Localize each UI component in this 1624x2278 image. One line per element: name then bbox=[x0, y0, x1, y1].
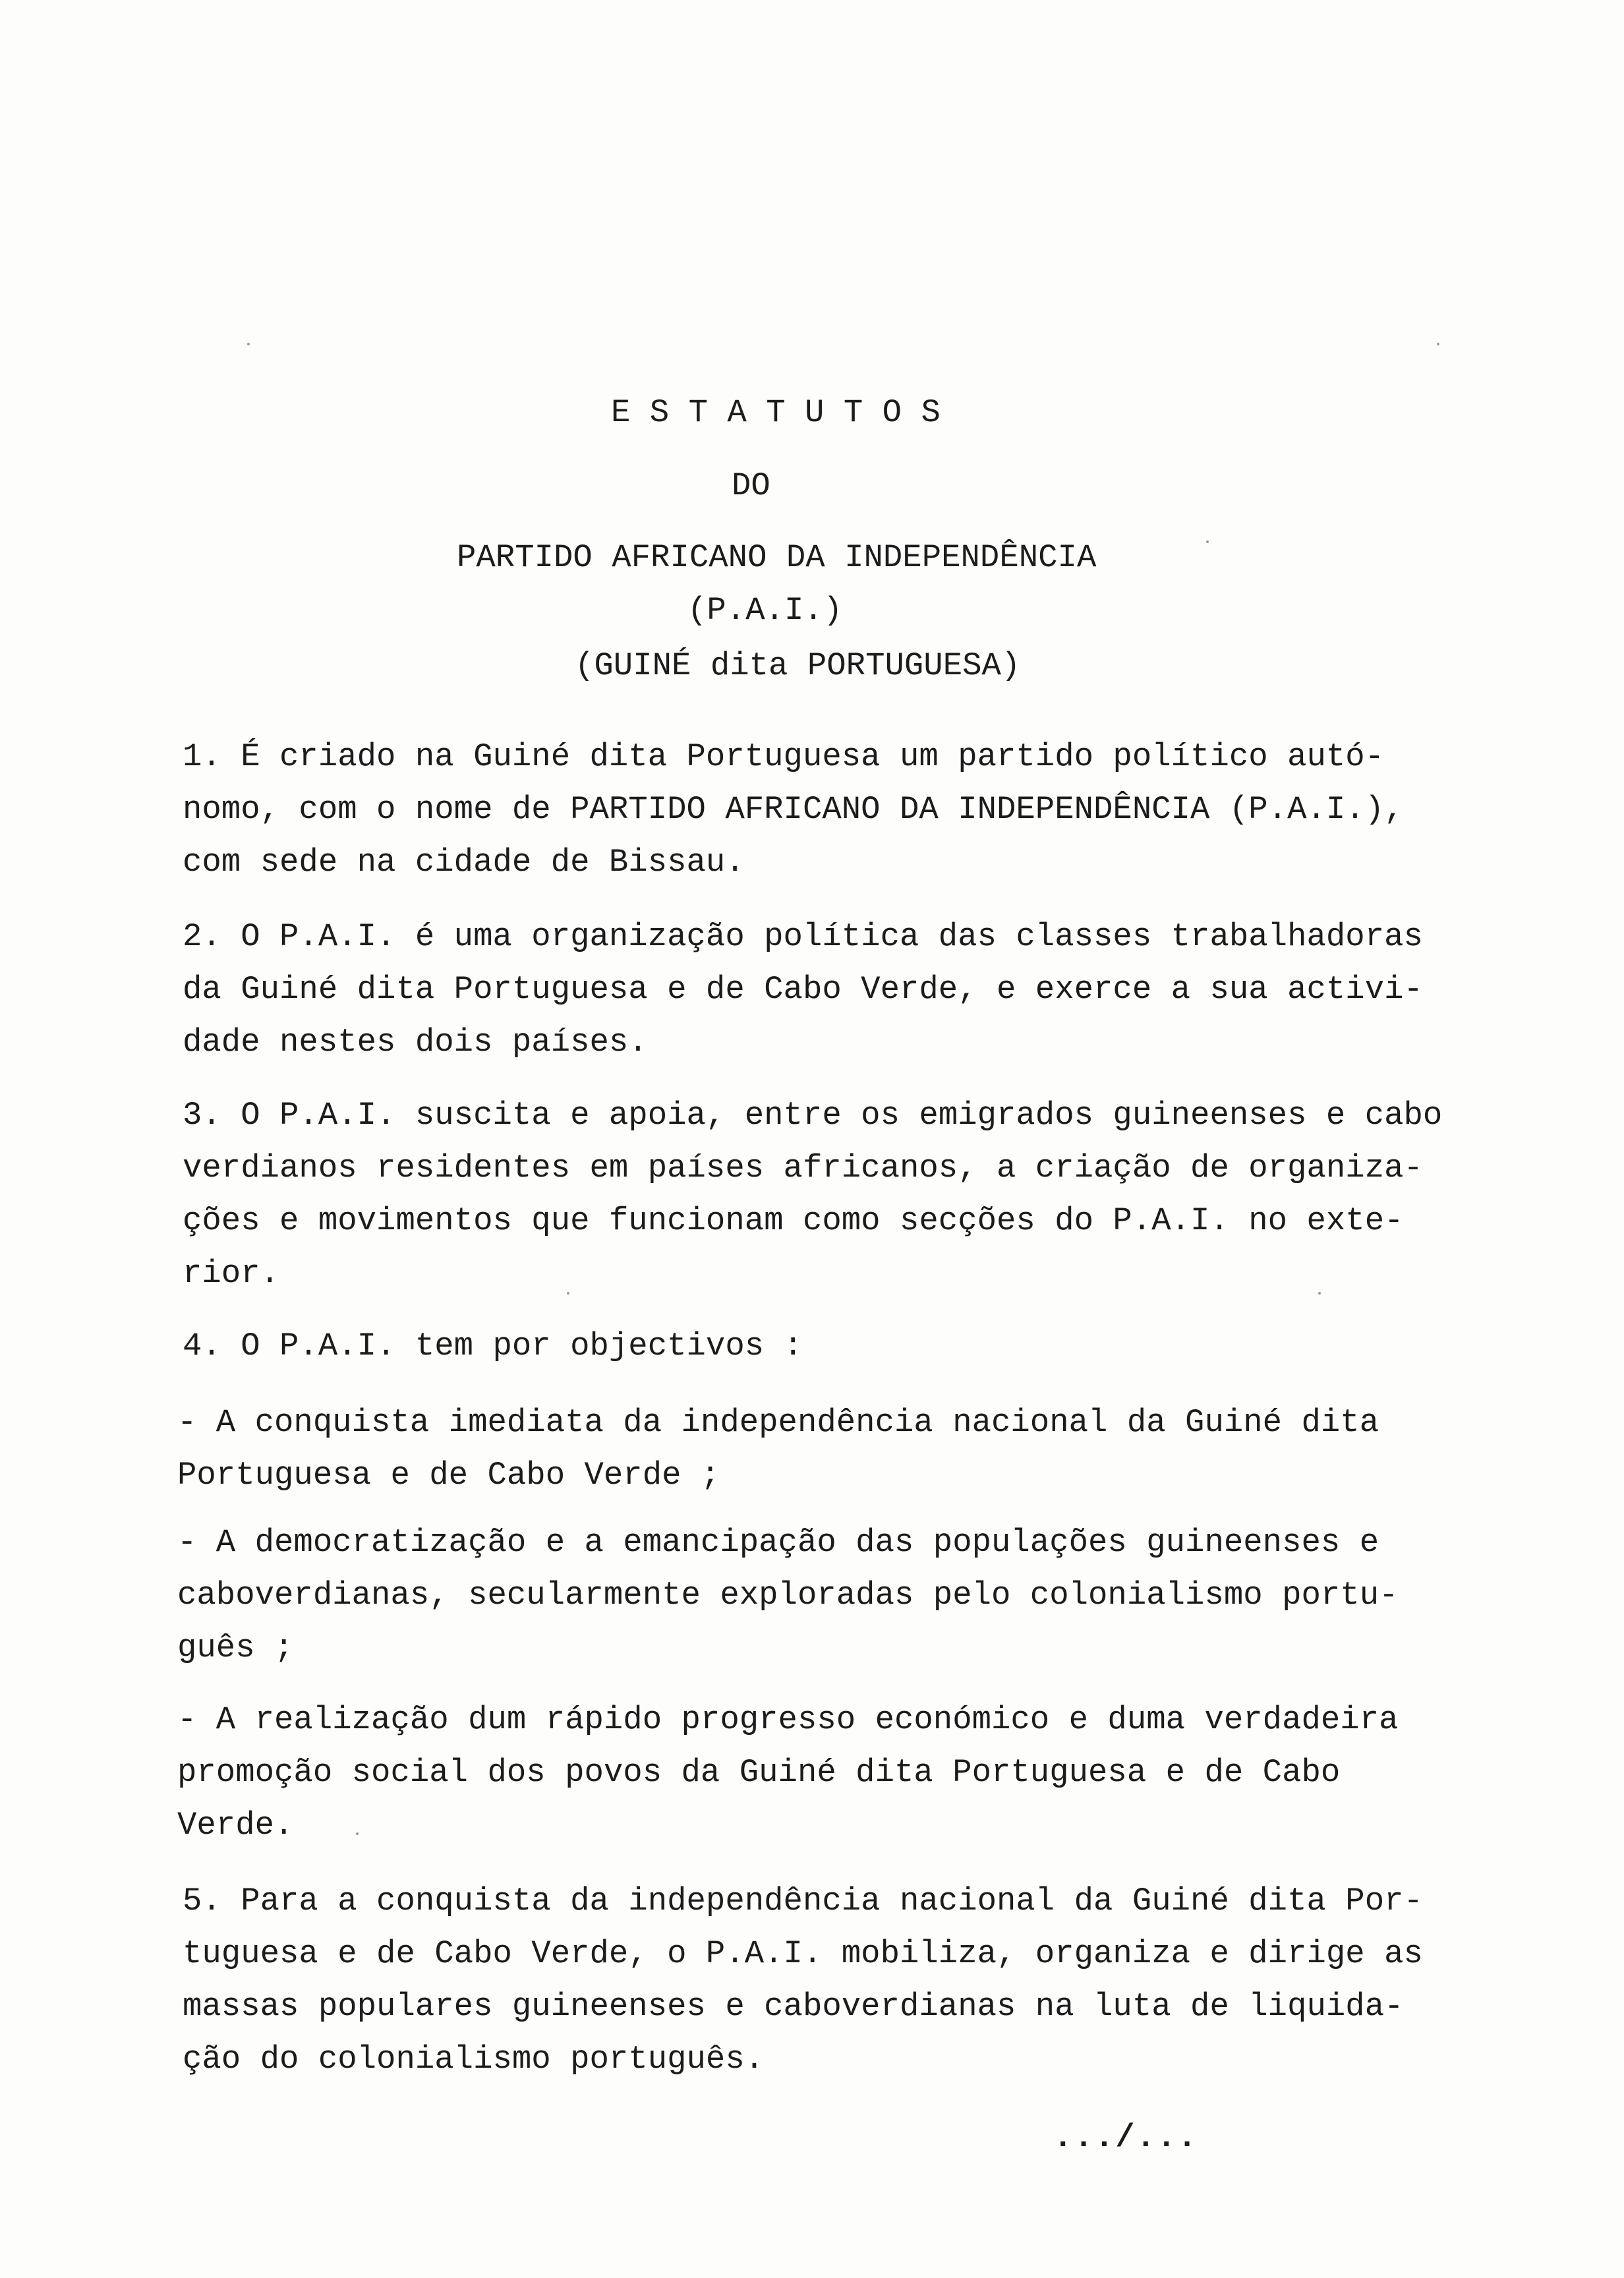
paragraph-line: guês ; bbox=[177, 1629, 294, 1666]
scan-speck bbox=[247, 343, 250, 345]
paragraph-line: ções e movimentos que funcionam como secções do P.A.I. no exte- bbox=[183, 1202, 1404, 1239]
paragraph-line: 3. O P.A.I. suscita e apoia, entre os emigrados guineenses e cabo bbox=[183, 1097, 1443, 1134]
paragraph-line: nomo, com o nome de PARTIDO AFRICANO DA INDEPENDÊNCIA (P.A.I.), bbox=[183, 791, 1404, 828]
territory-subtitle: (GUINÉ dita PORTUGUESA) bbox=[575, 647, 1021, 684]
article-3 bbox=[183, 1089, 1442, 1300]
continuation-marker: .../... bbox=[1053, 2119, 1198, 2156]
paragraph-line: 4. O P.A.I. tem por objectivos : bbox=[183, 1328, 803, 1364]
paragraph-line: com sede na cidade de Bissau. bbox=[183, 844, 745, 881]
paragraph-line: Verde. bbox=[177, 1807, 294, 1844]
paragraph-line: tuguesa e de Cabo Verde, o P.A.I. mobiliza, organiza e dirige as bbox=[183, 1935, 1423, 1972]
paragraph-line: verdianos residentes em países africanos, a criação de organiza- bbox=[183, 1150, 1423, 1186]
paragraph-line: - A realização dum rápido progresso económico e duma verdadeira bbox=[177, 1701, 1399, 1738]
document-title: E S T A T U T O S bbox=[611, 394, 941, 431]
scan-speck bbox=[1437, 343, 1439, 345]
article-5 bbox=[183, 1875, 1423, 2086]
paragraph-line: dade nestes dois países. bbox=[183, 1024, 648, 1061]
paragraph-line: 2. O P.A.I. é uma organização política das classes trabalhadoras bbox=[183, 918, 1423, 955]
paragraph-line: caboverdianas, secularmente exploradas pelo colonialismo portu- bbox=[177, 1577, 1399, 1614]
paragraph-line: rior. bbox=[183, 1255, 280, 1292]
paragraph-line: - A democratização e a emancipação das populações guineenses e bbox=[177, 1524, 1379, 1561]
party-name: PARTIDO AFRICANO DA INDEPENDÊNCIA bbox=[457, 539, 1097, 576]
party-acronym: (P.A.I.) bbox=[687, 592, 843, 629]
paragraph-line: - A conquista imediata da independência nacional da Guiné dita bbox=[177, 1404, 1379, 1441]
scan-speck bbox=[1206, 540, 1209, 543]
article-2 bbox=[183, 910, 1423, 1068]
article-4 bbox=[183, 1320, 803, 1372]
paragraph-line: promoção social dos povos da Guiné dita Portuguesa e de Cabo bbox=[177, 1754, 1341, 1791]
paragraph-line: da Guiné dita Portuguesa e de Cabo Verde, e exerce a sua activi- bbox=[183, 971, 1423, 1008]
paragraph-line: 1. É criado na Guiné dita Portuguesa um partido político autó- bbox=[183, 738, 1385, 775]
paragraph-line: 5. Para a conquista da independência nacional da Guiné dita Por- bbox=[183, 1883, 1423, 1919]
paragraph-line: Portuguesa e de Cabo Verde ; bbox=[177, 1457, 720, 1494]
paragraph-line: ção do colonialismo português. bbox=[183, 2041, 765, 2078]
objective-1 bbox=[177, 1396, 1379, 1502]
article-1 bbox=[183, 730, 1404, 889]
objective-3 bbox=[177, 1693, 1399, 1852]
paragraph-line: massas populares guineenses e caboverdianas na luta de liquida- bbox=[183, 1988, 1404, 2025]
title-connector: DO bbox=[732, 467, 770, 504]
objective-2 bbox=[177, 1516, 1399, 1674]
